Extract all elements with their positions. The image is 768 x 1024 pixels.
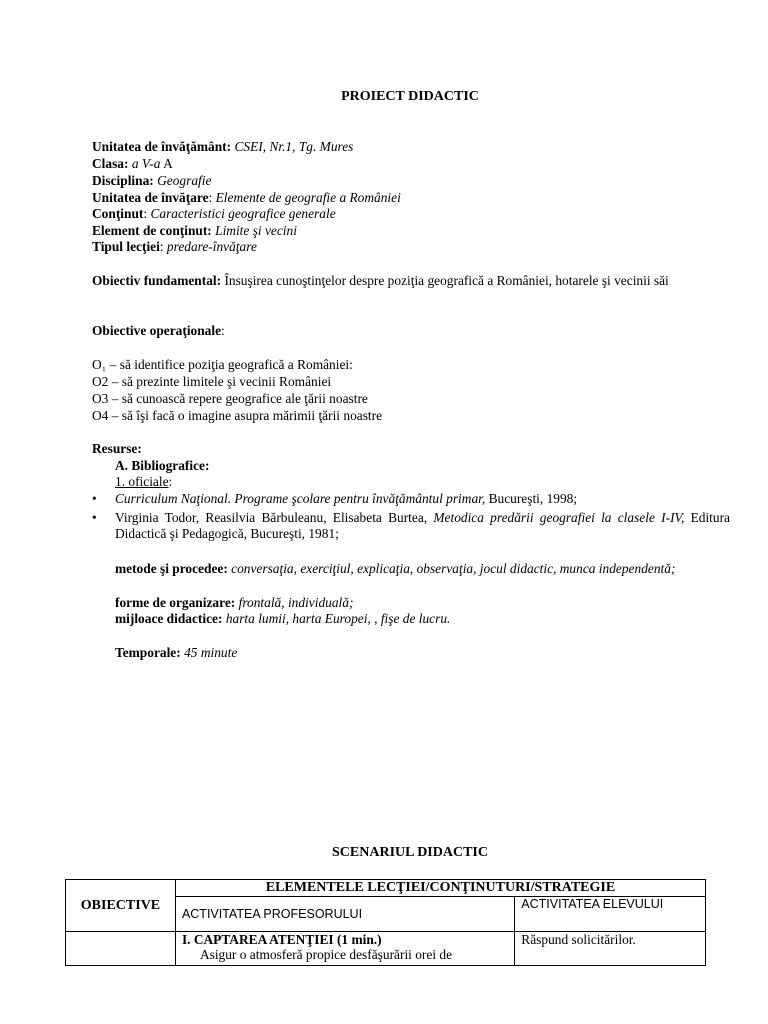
bibliografie-publisher: Bucureşti, 1998; — [485, 491, 578, 506]
unitate-invatare-label: Unitatea de învăţare — [92, 190, 209, 205]
obiectiv-item: O2 – să prezinte limitele şi vecinii României — [92, 374, 332, 389]
unitate-invatare-value: Elemente de geografie a României — [215, 190, 401, 205]
obiectiv-item: O3 – să cunoască repere geografice ale ţării noastre — [92, 391, 368, 406]
mijloace-didactice — [115, 611, 450, 627]
obiective-cell — [66, 932, 176, 966]
table-row — [66, 932, 706, 966]
mijloace-value: harta lumii, harta Europei, , fişe de lucru. — [225, 611, 451, 626]
info-clasa — [92, 156, 173, 172]
bibliografie-title: Curriculum Naţional. Programe şcolare pentru învăţământul primar, — [115, 491, 486, 506]
elev-cell: Răspund solicitărilor. — [515, 932, 706, 966]
temporale-label: Temporale: — [115, 645, 181, 660]
obiective-operationale-label: Obiective operaţionale — [92, 323, 222, 338]
step-heading: I. CAPTAREA ATENŢIEI (1 min.) — [181, 932, 382, 947]
unitate-label: Unitatea de învăţământ: — [92, 139, 232, 154]
obiective-operationale-heading: Obiective operaţionale: — [92, 323, 225, 338]
forme-label: forme de organizare: — [115, 595, 236, 610]
clasa-label: Clasa: — [92, 156, 129, 171]
info-unitate — [92, 139, 353, 155]
element-label: Element de conţinut: — [92, 223, 212, 238]
document-title: PROIECT DIDACTIC — [341, 89, 479, 104]
scenariu-table — [65, 879, 706, 966]
forme-value: frontală, individuală; — [238, 595, 354, 610]
step-text: Asigur o atmosferă propice desfăşurării orei de — [199, 947, 453, 962]
col-obiective-header: OBIECTIVE — [66, 880, 176, 932]
obiectiv-fundamental — [92, 273, 730, 289]
metode-procedee — [115, 561, 730, 577]
bibliografie-item — [115, 510, 730, 542]
metode-label: metode şi procedee: — [115, 561, 228, 576]
bullet-icon: • — [92, 510, 97, 525]
unitate-value: CSEI, Nr.1, Tg. Mures — [234, 139, 354, 154]
resurse-label: Resurse: — [92, 441, 142, 456]
bibliografice-label: A. Bibliografice: — [115, 458, 210, 473]
temporale — [115, 645, 237, 661]
bullet-icon: • — [92, 491, 97, 506]
oficiale-text: 1. oficiale — [115, 474, 169, 489]
profesor-cell — [175, 932, 514, 966]
obiectiv-item: O4 – să îşi facă o imagine asupra mărimii ţării noastre — [92, 408, 383, 423]
temporale-value: 45 minute — [184, 645, 238, 660]
col-elev-header: ACTIVITATEA ELEVULUI — [515, 897, 706, 932]
metode-value: conversaţia, exerciţiul, explicaţia, observaţia, jocul didactic, munca independentă; — [231, 561, 676, 576]
continut-value: Caracteristici geografice generale — [150, 206, 336, 221]
obiectiv-item: O₁ – să identifice poziţia geografică a României: — [92, 357, 353, 372]
disciplina-value: Geografie — [157, 173, 212, 188]
info-continut: Conţinut: Caracteristici geografice generale — [92, 206, 336, 221]
continut-label: Conţinut — [92, 206, 144, 221]
oficiale-label: 1. oficiale: — [115, 474, 173, 489]
info-tipul: Tipul lecţiei: predare-învăţare — [92, 239, 257, 254]
forme-organizare — [115, 595, 353, 611]
table-row — [66, 880, 706, 897]
obiectiv-fundamental-text: Însuşirea cunoştinţelor despre poziţia geografică a României, hotarele şi vecinii săi — [224, 273, 669, 288]
clasa-value: a V-a — [131, 156, 161, 171]
tipul-label: Tipul lecţiei — [92, 239, 160, 254]
scenariu-title: SCENARIUL DIDACTIC — [332, 845, 488, 860]
element-value: Limite şi vecini — [215, 223, 297, 238]
bibliografie-item — [115, 491, 730, 507]
mijloace-label: mijloace didactice: — [115, 611, 223, 626]
bibliografie-authors: Virginia Todor, Reasilvia Bărbuleanu, Elisabeta Burtea, — [115, 510, 434, 525]
bibliografie-title: Metodica predării geografiei la clasele I-IV, — [433, 510, 685, 525]
info-unitate-invatare: Unitatea de învăţare: Elemente de geografie a României — [92, 190, 401, 205]
tipul-value: predare-învăţare — [166, 239, 257, 254]
disciplina-label: Disciplina: — [92, 173, 154, 188]
info-element — [92, 223, 297, 239]
col-profesor-header: ACTIVITATEA PROFESORULUI — [175, 897, 514, 932]
clasa-suffix: A — [163, 156, 173, 171]
obiectiv-fundamental-label: Obiectiv fundamental: — [92, 273, 222, 288]
info-disciplina — [92, 173, 211, 189]
bibliografie-publisher: Editura Didactică şi Pedagogică, Bucureşti, 1981; — [115, 510, 730, 541]
col-elemente-header: ELEMENTELE LECŢIEI/CONŢINUTURI/STRATEGIE — [175, 880, 705, 897]
